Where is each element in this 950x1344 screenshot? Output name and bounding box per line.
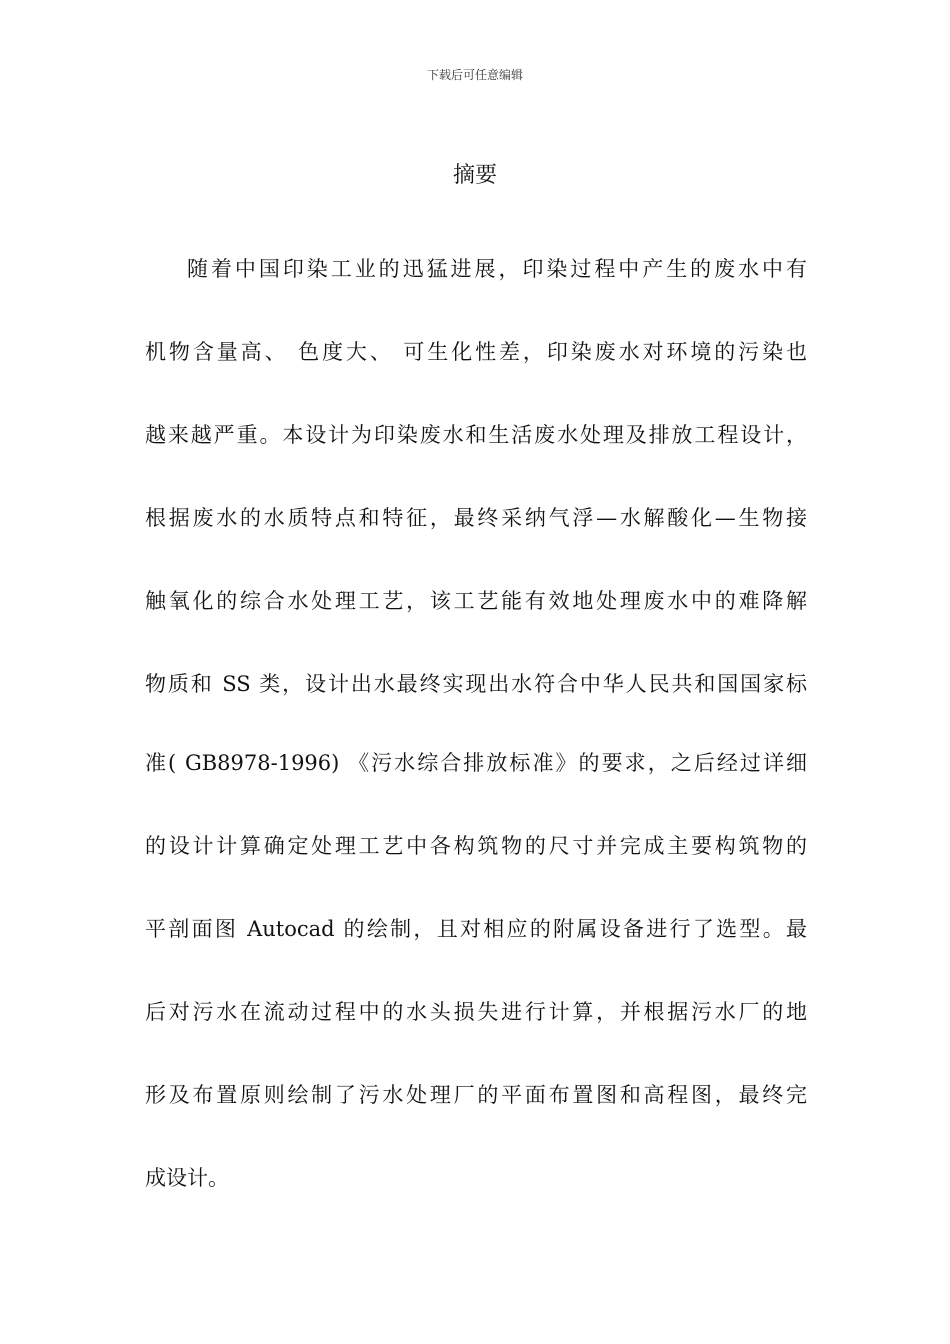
paragraph-line-9: 平剖面图 Autocad 的绘制，且对相应的附属设备进行了选型。最 bbox=[145, 917, 807, 941]
paragraph-line-4: 根据废水的水质特点和特征，最终采纳气浮—水解酸化—生物接 bbox=[145, 506, 807, 530]
paragraph-line-7: 准( GB8978-1996) 《污水综合排放标准》的要求，之后经过详细 bbox=[145, 751, 807, 775]
paragraph-line-12: 成设计。 bbox=[145, 1166, 229, 1190]
paragraph-line-3: 越来越严重。本设计为印染废水和生活废水处理及排放工程设计， bbox=[145, 423, 807, 447]
paragraph-line-1: 随着中国印染工业的迅猛进展，印染过程中产生的废水中有 bbox=[187, 257, 807, 281]
paragraph-line-2: 机物含量高、 色度大、 可生化性差，印染废水对环境的污染也 bbox=[145, 340, 807, 364]
paragraph-line-5: 触氧化的综合水处理工艺，该工艺能有效地处理废水中的难降解 bbox=[145, 589, 807, 613]
paragraph-line-11: 形及布置原则绘制了污水处理厂的平面布置图和高程图，最终完 bbox=[145, 1083, 807, 1107]
paragraph-line-6: 物质和 SS 类，设计出水最终实现出水符合中华人民共和国国家标 bbox=[145, 672, 807, 696]
page-title: 摘要 bbox=[452, 163, 497, 188]
paragraph-line-8: 的设计计算确定处理工艺中各构筑物的尺寸并完成主要构筑物的 bbox=[145, 834, 807, 858]
paragraph-line-10: 后对污水在流动过程中的水头损失进行计算，并根据污水厂的地 bbox=[145, 1000, 807, 1024]
header-note: 下载后可任意编辑 bbox=[426, 68, 523, 82]
